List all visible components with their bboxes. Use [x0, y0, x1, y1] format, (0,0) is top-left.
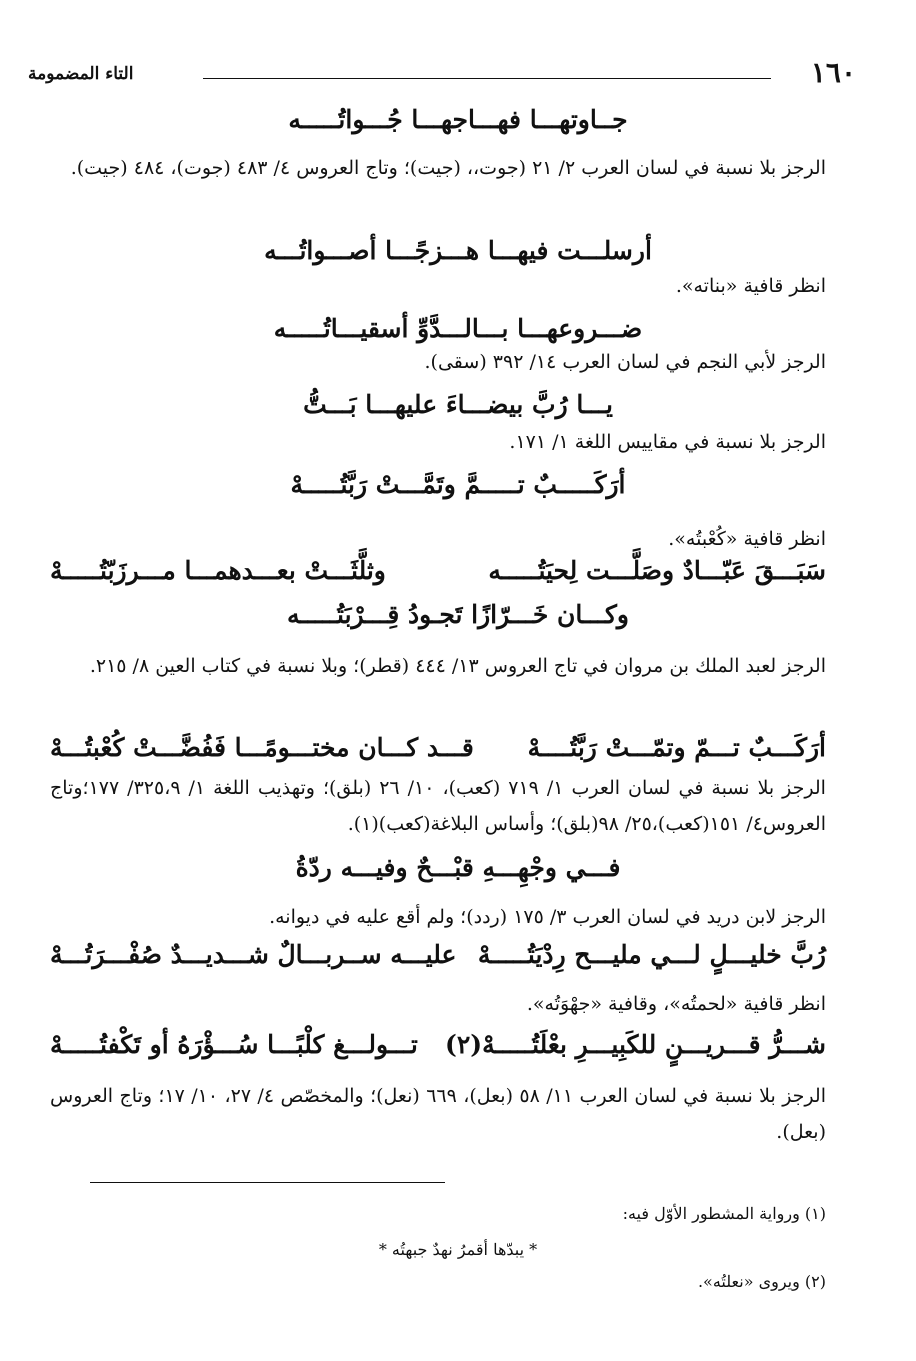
footnote-rule [90, 1182, 445, 1183]
verse-hemistich-left: تـــولـــغ كلْبًـــا سُـــؤْرَهُ أو تَكْفتُـــــهْ [50, 1030, 418, 1059]
running-title: التاء المضمومة [28, 64, 134, 84]
verse-hemistich-right: أرَكَـــبٌ تـــمّ وتمّـــتْ رَبَّتُــــهْ [527, 733, 826, 762]
verse: جــاوتهـــا فهـــاجهـــا جُـــواتُـــــه [288, 105, 628, 134]
verse: ضـــروعهـــا بـــالـــدَّوِّ أسقيـــاتُـــــه [273, 314, 643, 343]
verse-note: الرجز بلا نسبة في لسان العرب ١/ ٧١٩ (كعب)، ١٠/ ٢٦ (بلق)؛ وتهذيب اللغة ١/ ٣٢٥،٩/ ١٧٧؛وتاج العروس٤/ ١٥١(كعب)،٢٥/ ٩٨(بلق)؛ وأساس البلاغة(كعب)(١). [50, 777, 826, 835]
verse-note: الرجز لابن دريد في لسان العرب ٣/ ١٧٥ (ردد)؛ ولم أقع عليه في ديوانه. [269, 906, 826, 928]
verse-hemistich-left: وثلَّثَـــتْ بعـــدهمـــا مـــرزَبّتُـــــهْ [50, 556, 386, 585]
verse: فـــي وجْهِـــهِ قبْـــحٌ وفيـــه ردّةُ [295, 853, 621, 882]
verse-note: انظر قافية «بناته». [675, 275, 826, 297]
verse-hemistich-right: رُبَّ خليـــلٍ لـــي مليـــح رِدْيَتُـــــهْ [477, 940, 826, 969]
verse: أرسلـــت فيهـــا هـــزجًـــا أصـــواتُـــه [264, 236, 652, 265]
verse: يـــا رُبَّ بيضـــاءَ عليهـــا بَـــتُّ [303, 390, 613, 419]
verse-note: انظر قافية «لحمتُه»، وقافية «جهْوَتُه». [526, 993, 826, 1015]
verse-hemistich-left: قـــد كـــان مختـــومًـــا فَفُضَّـــتْ كُعْبتُـــهْ [50, 733, 474, 762]
verse-hemistich-right: شـــرُّ قـــريـــنٍ للكَبِيـــرِ بعْلَتُـــــهْ(٢) [444, 1030, 826, 1059]
page-number: ١٦٠ [810, 56, 856, 89]
footnote-1-verse: * يبدّها أقمرُ نهدٌ جبهتُه * [378, 1240, 538, 1259]
verse: أرَكَـــــبٌ تـــــمَّ وتَمَّـــتْ رَبَّتُـــــهْ [290, 470, 626, 499]
verse-hemistich-right: سَبَـــقَ عَبّـــادٌ وصَلَّـــت لِحيَتُـــــه [488, 556, 826, 585]
verse-note: انظر قافية «كُعْبتُه». [668, 528, 826, 550]
footnote-1: (١) ورواية المشطور الأوّل فيه: [622, 1204, 826, 1223]
footnote-2: (٢) ويروى «نعلتُه». [697, 1272, 826, 1291]
page-header [28, 56, 856, 92]
verse: وكـــان خَـــرّازًا تَجـودُ قِـــرْبَتُـــــه [287, 600, 629, 629]
verse-note: الرجز بلا نسبة في لسان العرب ٢/ ٢١ (جوت،، (جيت)؛ وتاج العروس ٤/ ٤٨٣ (جوت)، ٤٨٤ (جيت). [70, 157, 826, 179]
verse-note: الرجز لعبد الملك بن مروان في تاج العروس ١٣/ ٤٤٤ (قطر)؛ وبلا نسبة في كتاب العين ٨/ ٢١٥. [89, 655, 826, 677]
verse-hemistich-left: عليـــه ســربـــالٌ شـــديـــدٌ صُفْـــرَتُـــهْ [50, 940, 457, 969]
verse-note: الرجز لأبي النجم في لسان العرب ١٤/ ٣٩٢ (سقى). [424, 351, 826, 373]
header-rule [203, 78, 771, 79]
verse-note: الرجز بلا نسبة في مقاييس اللغة ١/ ١٧١. [509, 431, 826, 453]
verse-note: الرجز بلا نسبة في لسان العرب ١١/ ٥٨ (بعل)، ٦٦٩ (نعل)؛ والمخصّص ٤/ ٢٧، ١٠/ ١٧؛ وتاج العروس (بعل). [50, 1085, 826, 1143]
